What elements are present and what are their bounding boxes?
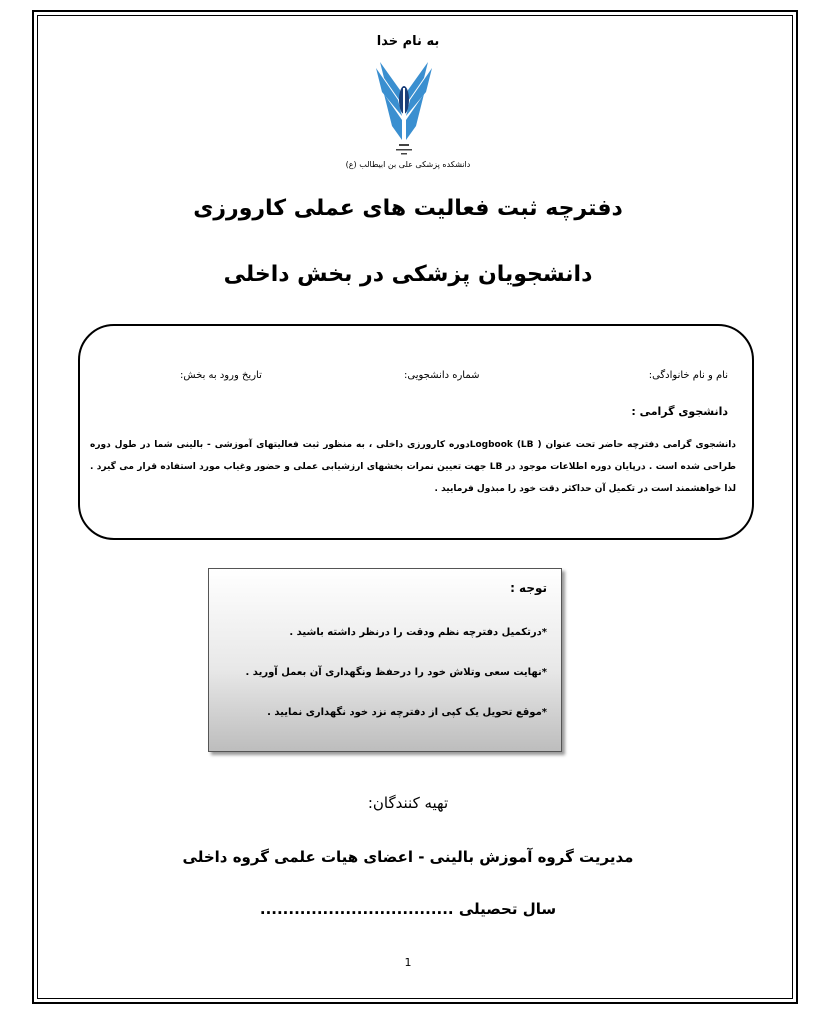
greeting-heading: دانشجوی گرامی : — [631, 405, 728, 418]
student-id-label: شماره دانشجویی: — [404, 370, 480, 381]
student-name-label: نام و نام خانوادگی: — [648, 370, 728, 381]
entry-date-label: تاریخ ورود به بخش: — [180, 370, 262, 381]
notice-item: *درتکمیل دفترچه نظم ودقت را درنظر داشته باشید . — [289, 627, 547, 638]
authors-line: مدیریت گروه آموزش بالینی - اعضای هیات علمی گروه داخلی — [182, 848, 634, 866]
notice-item: *موقع تحویل یک کپی از دفترچه نزد خود نگهداری نمایید . — [267, 707, 547, 718]
university-logo-icon — [372, 60, 436, 158]
student-info-box — [78, 324, 754, 540]
faculty-name: دانشکده پزشکی علی بن ابیطالب (ع) — [345, 160, 471, 169]
document-subtitle: دانشجویان پزشکی در بخش داخلی — [223, 262, 593, 287]
page-number: 1 — [404, 956, 412, 969]
notice-box — [208, 568, 562, 752]
document-title: دفترچه ثبت فعالیت های عملی کارورزی — [193, 196, 623, 221]
notice-title: توجه : — [510, 581, 547, 595]
academic-year-line: سال تحصیلی .................................. — [259, 900, 557, 918]
notice-item: *نهایت سعی وتلاش خود را درحفظ ونگهداری آن بعمل آورید . — [245, 667, 547, 678]
prepared-by-label: تهیه کنندگان: — [367, 794, 449, 812]
intro-paragraph: دانشجوی گرامی دفترچه حاضر تحت عنوان Logbook (LB )دوره کارورزی داخلی ، به منظور ثبت فعالیتهای آموزشی - بالینی شما در طول دوره طراحی شده است . درپایان دوره اطلاعات موجود در LB جهت تعیین نمرات بخشهای ارزشیابی عملی و حضور وغیاب مورد استفاده قرار می گیرد . لذا خواهشمند است در تکمیل آن حداکثر دقت خود را مبذول فرمایید . — [90, 440, 737, 494]
bismillah-heading: به نام خدا — [376, 34, 440, 49]
